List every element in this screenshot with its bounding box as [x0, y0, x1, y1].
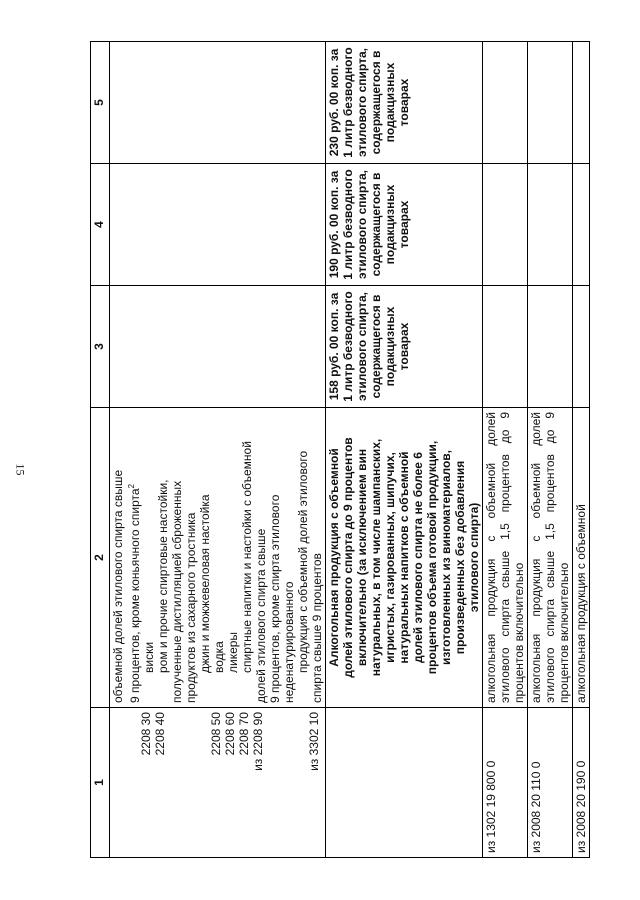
description-line: продуктов из сахарного тростника [184, 512, 198, 703]
heading-line: долей этилового спирта не более 6 [411, 452, 425, 663]
description-line: неденатурированного [282, 581, 296, 703]
description-line: водка [212, 641, 226, 673]
heading-line: включительно (за исключением вин [355, 448, 369, 667]
code-line: 2208 50 [209, 712, 223, 756]
rate-cell-col3 [110, 286, 326, 408]
rate-cell-col4: 190 руб. 00 коп. за 1 литр безводного этилового спирта, содержащегося в подакцизных товарах [326, 164, 483, 286]
description-line: виски [142, 641, 156, 673]
header-row [91, 42, 110, 858]
heading-line: Алкогольная продукция с объемной [327, 448, 341, 667]
description-cell [110, 408, 326, 708]
heading-line: долей этилового спирта до 9 процентов [341, 437, 355, 678]
heading-line: процентов объема готовой продукции, [425, 440, 439, 675]
description-line: 9 процентов, кроме спирта этилового [268, 494, 282, 703]
heading-line: произведенных без добавления [453, 460, 467, 655]
code-line: 2208 70 [237, 712, 251, 756]
heading-line: натуральных, в том числе шампанских, [369, 438, 383, 677]
table-row [483, 42, 528, 858]
heading-line: этилового спирта) [467, 502, 481, 613]
excise-rates-table [90, 41, 590, 858]
rate-cell-col3: 158 руб. 00 коп. за 1 литр безводного этилового спирта, содержащегося в подакцизных товарах [326, 286, 483, 408]
heading-line: натуральных напитков с объемной [397, 451, 411, 664]
code-line: из 3302 10 [307, 712, 321, 771]
code-line: из 2208 90 [251, 712, 265, 771]
code-line [265, 712, 279, 853]
code-line [111, 712, 125, 853]
code-line [125, 712, 139, 853]
description-cell: алкогольная продукция с объемной [573, 408, 590, 708]
table-row [573, 42, 590, 858]
rate-cell-col4 [573, 164, 590, 286]
description-line: спиртные напитки и настойки с объемной [240, 441, 254, 673]
code-cell: из 2008 20 110 0 [528, 708, 573, 858]
rate-cell-col4 [110, 164, 326, 286]
code-line: 2208 40 [153, 712, 167, 756]
code-line [279, 712, 293, 853]
header-col-4: 4 [91, 164, 110, 286]
description-line: ликеры [226, 631, 240, 673]
heading-line: изготовленных из виноматериалов, [439, 449, 453, 666]
header-col-3: 3 [91, 286, 110, 408]
page-number: 15 [13, 463, 28, 476]
description-line: спирта свыше 9 процентов [310, 553, 324, 703]
code-line [167, 712, 181, 853]
description-line: джин и можжевеловая настойка [198, 494, 212, 673]
rate-cell-col4 [528, 164, 573, 286]
rate-cell-col5 [573, 42, 590, 164]
rate-cell-col5 [110, 42, 326, 164]
table-row [110, 42, 326, 858]
footnote-mark: 2 [127, 483, 136, 489]
description-line: продукция с объемной долей этилового [296, 450, 310, 673]
table-row [528, 42, 573, 858]
code-line [293, 712, 307, 853]
description-cell: алкогольная продукция с объемной долей этилового спирта свыше 1,5 процентов до 9 процентов включительно [528, 408, 573, 708]
header-col-2: 2 [91, 408, 110, 708]
rate-cell-col4 [483, 164, 528, 286]
rate-cell-col5 [528, 42, 573, 164]
description-line: долей этилового спирта свыше [254, 528, 268, 703]
code-cell: из 1302 19 800 0 [483, 708, 528, 858]
code-line: 2208 30 [139, 712, 153, 756]
rotated-table-sheet [90, 42, 590, 858]
rate-cell-col3 [483, 286, 528, 408]
code-line [181, 712, 195, 853]
description-cell: алкогольная продукция с объемной долей этилового спирта свыше 1,5 процентов до 9 процентов включительно [483, 408, 528, 708]
code-cell: из 2008 20 190 0 [573, 708, 590, 858]
description-line: полученные дистилляцией сброженных [170, 480, 184, 703]
rate-cell-col3 [573, 286, 590, 408]
header-col-1: 1 [91, 708, 110, 858]
rate-cell-col5 [483, 42, 528, 164]
table-row [326, 42, 483, 858]
header-col-5: 5 [91, 42, 110, 164]
description-line: 9 процентов, кроме коньячного спирта$^2$ [127, 483, 142, 703]
code-line [195, 712, 209, 853]
code-cell [326, 708, 483, 858]
description-line: объемной долей этилового спирта свыше [111, 469, 125, 703]
rate-cell-col5: 230 руб. 00 коп. за 1 литр безводного этилового спирта, содержащегося в подакцизных товарах [326, 42, 483, 164]
code-line: 2208 60 [223, 712, 237, 756]
rate-cell-col3 [528, 286, 573, 408]
code-cell [110, 708, 326, 858]
category-heading-cell [326, 408, 483, 708]
description-line: ром и прочие спиртовые настойки, [156, 479, 170, 673]
heading-line: игристых, газированных, шипучих, [383, 452, 397, 663]
